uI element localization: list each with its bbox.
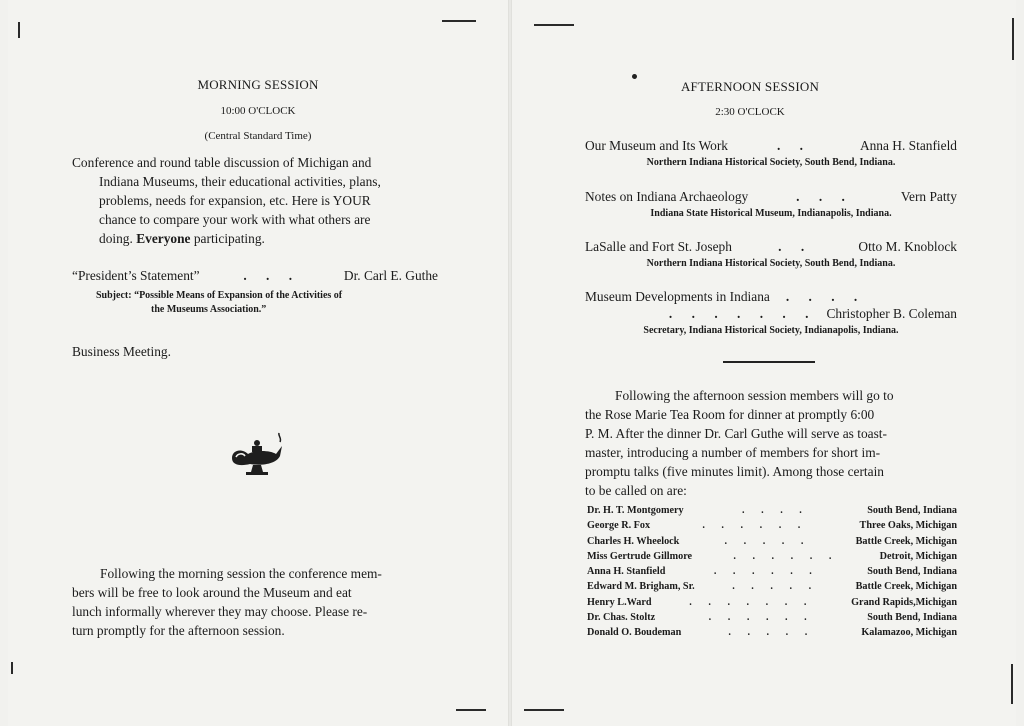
statement-title: “President’s Statement”: [72, 268, 200, 283]
morning-closing: [72, 564, 444, 640]
talk-entry: [585, 289, 957, 336]
talk-speaker: Otto M. Knoblock: [858, 239, 957, 254]
intro-last-line: [72, 229, 444, 248]
member-place: Three Oaks, Michigan: [859, 520, 957, 532]
subject-label: Subject:: [96, 290, 132, 301]
talk-title: Our Museum and Its Work: [585, 138, 728, 153]
talk-entry: [585, 239, 957, 269]
dinner-line: master, introducing a number of members for short im-: [585, 445, 881, 460]
list-item: [587, 625, 957, 640]
morning-timezone: (Central Standard Time): [204, 130, 312, 142]
business-meeting: Business Meeting.: [72, 344, 171, 359]
intro-line: Indiana Museums, their educational activities, plans,: [99, 174, 381, 189]
member-dots: . . . . . .: [702, 520, 808, 532]
member-name: Edward M. Brigham, Sr.: [587, 581, 695, 593]
member-name: Miss Gertrude Gillmore: [587, 550, 693, 562]
member-dots: . . . .: [742, 505, 809, 516]
print-mark: [524, 709, 564, 711]
print-mark: [18, 22, 20, 38]
talk-speaker: Christopher B. Coleman: [826, 306, 957, 321]
lamp-of-knowledge-icon: [226, 432, 286, 480]
dinner-line: the Rose Marie Tea Room for dinner at promptly 6:00: [585, 407, 875, 422]
member-name: Anna H. Stanfield: [587, 566, 666, 578]
member-place: South Bend, Indiana: [867, 566, 957, 578]
member-dots: . . . . .: [724, 535, 811, 547]
talk-title: Museum Developments in Indiana: [585, 289, 770, 304]
morning-time: 10:00 O'CLOCK: [220, 105, 296, 117]
print-mark: [456, 709, 486, 711]
list-item: [587, 579, 957, 594]
talk-dots: . . . .: [785, 289, 866, 304]
talk-speaker: Anna H. Stanfield: [859, 138, 957, 153]
list-item: [587, 534, 957, 549]
dinner-line: P. M. After the dinner Dr. Carl Guthe will serve as toast-: [585, 426, 887, 441]
afternoon-session-title: AFTERNOON SESSION: [680, 79, 820, 94]
member-place: Battle Creek, Michigan: [855, 581, 957, 593]
member-dots: . . . . .: [732, 581, 819, 593]
print-mark: [1012, 18, 1014, 60]
subject-line-1: “Possible Means of Expansion of the Activities of: [134, 290, 343, 301]
talk-dots: . . .: [796, 189, 853, 204]
intro-last-suffix: participating.: [190, 231, 265, 246]
talk-affiliation: Northern Indiana Historical Society, South Bend, Indiana.: [646, 258, 896, 269]
list-item: [587, 518, 957, 533]
talk-entry: [585, 138, 957, 168]
presidents-statement: [72, 268, 438, 284]
print-mark: [442, 20, 476, 22]
left-page: [8, 0, 508, 726]
talk-dots: . .: [776, 138, 811, 153]
statement-speaker: Dr. Carl E. Guthe: [343, 268, 438, 283]
member-dots: . . . . . .: [708, 612, 814, 624]
list-item: [587, 503, 957, 518]
talk-title: LaSalle and Fort St. Joseph: [585, 239, 732, 254]
talk-speaker: Vern Patty: [900, 189, 957, 204]
morning-session-title: MORNING SESSION: [197, 77, 319, 92]
closing-line: lunch informally wherever they may choose. Please re-: [72, 604, 368, 619]
member-place: Kalamazoo, Michigan: [861, 627, 957, 639]
list-item: [587, 610, 957, 625]
dinner-line: to be called on are:: [585, 483, 687, 498]
member-place: Battle Creek, Michigan: [855, 535, 957, 547]
closing-line: Following the morning session the conference mem-: [100, 566, 382, 581]
print-mark: [534, 24, 574, 26]
talk-affiliation: Indiana State Historical Museum, Indianapolis, Indiana.: [650, 208, 892, 219]
dinner-line: Following the afternoon session members will go to: [615, 388, 894, 403]
list-item: [587, 595, 957, 610]
afternoon-time: 2:30 O'CLOCK: [715, 106, 785, 118]
morning-intro: [72, 153, 444, 248]
dinner-paragraph: [585, 386, 957, 500]
section-divider: [723, 361, 815, 363]
talk-entry: [585, 189, 957, 219]
intro-line: problems, needs for expansion, etc. Here is YOUR: [99, 193, 371, 208]
member-place: South Bend, Indiana: [867, 612, 957, 624]
member-name: Charles H. Wheelock: [587, 535, 680, 547]
members-list: [587, 503, 957, 641]
talk-affiliation: Northern Indiana Historical Society, South Bend, Indiana.: [646, 157, 896, 168]
subject-line-2: the Museums Association.”: [151, 304, 267, 315]
member-name: Henry L.Ward: [587, 596, 652, 608]
talk-affiliation: Secretary, Indiana Historical Society, Indianapolis, Indiana.: [643, 325, 899, 336]
print-mark: [11, 662, 13, 674]
dinner-line: promptu talks (five minutes limit). Among those certain: [585, 464, 885, 479]
member-place: South Bend, Indiana: [867, 505, 957, 516]
intro-line: chance to compare your work with what others are: [99, 212, 371, 227]
closing-line: bers will be free to look around the Museum and eat: [72, 585, 352, 600]
talk-title: Notes on Indiana Archaeology: [585, 189, 749, 204]
member-name: Dr. H. T. Montgomery: [587, 505, 684, 516]
statement-subject: [96, 290, 436, 315]
member-dots: . . . . . . .: [689, 596, 814, 608]
member-name: Donald O. Boudeman: [587, 627, 682, 639]
member-dots: . . . . .: [728, 627, 815, 639]
closing-line: turn promptly for the afternoon session.: [72, 623, 285, 638]
talk-dots: . .: [778, 239, 813, 254]
member-name: Dr. Chas. Stoltz: [587, 612, 656, 624]
intro-last-prefix: doing.: [99, 231, 137, 246]
intro-last-bold: Everyone: [136, 231, 191, 246]
list-item: [587, 549, 957, 564]
member-place: Grand Rapids,Michigan: [851, 596, 957, 608]
statement-dots: . . .: [243, 268, 301, 283]
member-place: Detroit, Michigan: [879, 550, 957, 562]
talk-dots: . . . . . . .: [668, 306, 817, 321]
list-item: [587, 564, 957, 579]
member-dots: . . . . . .: [713, 566, 819, 578]
right-page: [512, 0, 1016, 726]
member-name: George R. Fox: [587, 520, 651, 532]
print-mark: [1011, 664, 1013, 704]
intro-line: Conference and round table discussion of Michigan and: [72, 155, 372, 170]
member-dots: . . . . . .: [733, 550, 839, 562]
